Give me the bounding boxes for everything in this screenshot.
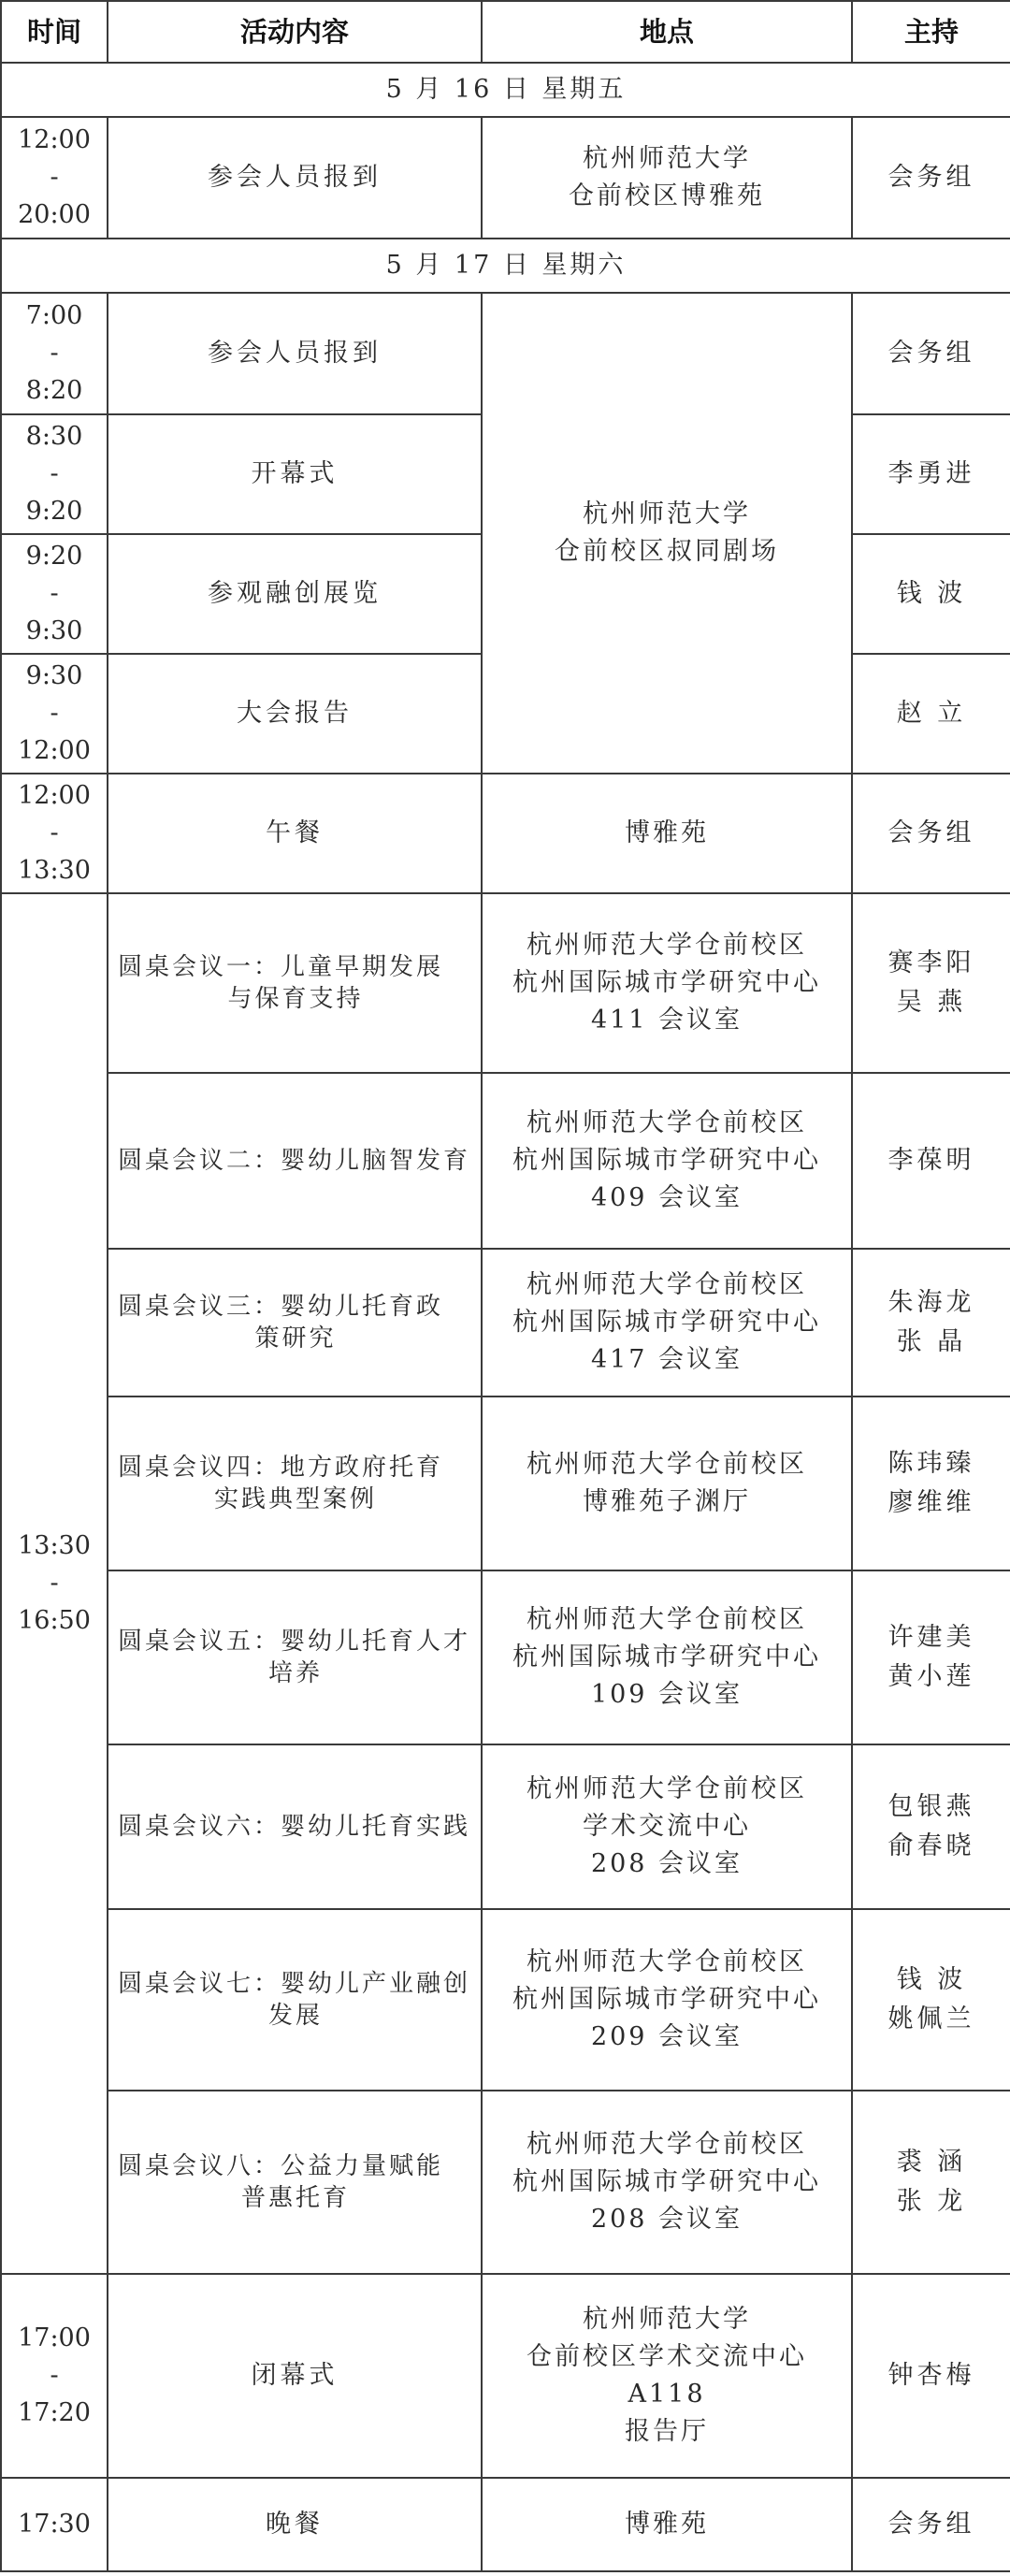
location-cell xyxy=(482,893,852,1073)
activity-cell: 开幕式 xyxy=(108,414,482,534)
time-end: 9:20 xyxy=(25,497,83,526)
location-line: 学术交流中心 xyxy=(583,1812,751,1841)
time-dash: - xyxy=(50,2361,59,2390)
header-row xyxy=(1,1,1010,63)
host-line: 包银燕 xyxy=(887,1792,975,1821)
roundtable-title xyxy=(108,1744,482,1909)
time-cell xyxy=(1,654,108,774)
time-dash: - xyxy=(50,339,59,368)
roundtable-title xyxy=(108,1249,482,1397)
time-end: 20:00 xyxy=(18,200,91,229)
header-location: 地点 xyxy=(482,1,852,63)
roundtable-title-line: 圆桌会议三：婴幼儿托育政 xyxy=(118,1293,444,1321)
host-cell: 会务组 xyxy=(852,2478,1010,2571)
activity-cell: 参会人员报到 xyxy=(108,293,482,414)
location-line: 杭州师范大学仓前校区 xyxy=(527,1270,807,1299)
activity-cell: 晚餐 xyxy=(108,2478,482,2571)
time-dash: - xyxy=(50,818,59,847)
time-dash: - xyxy=(50,699,59,728)
time-cell xyxy=(1,117,108,239)
host-cell: 会务组 xyxy=(852,117,1010,239)
location-cell xyxy=(482,2091,852,2274)
host-line: 钱 波 xyxy=(896,1965,967,1994)
roundtable-title-line: 圆桌会议一：儿童早期发展 xyxy=(118,953,444,981)
host-cell: 会务组 xyxy=(852,293,1010,414)
location-line: 杭州国际城市学研究中心 xyxy=(512,2167,821,2196)
location-line: 杭州师范大学 xyxy=(583,144,751,173)
time-start: 9:20 xyxy=(25,542,83,571)
host-line: 陈玮臻 xyxy=(887,1449,975,1478)
location-cell: 博雅苑 xyxy=(482,774,852,893)
location-line: 仓前校区博雅苑 xyxy=(569,181,765,210)
table-row xyxy=(1,1249,1010,1397)
date-row-day2 xyxy=(1,239,1010,293)
table-row xyxy=(1,2478,1010,2571)
roundtable-title xyxy=(108,2091,482,2274)
time-end: 13:30 xyxy=(18,856,91,885)
location-line: 109 会议室 xyxy=(590,1680,743,1709)
location-line: 杭州国际城市学研究中心 xyxy=(512,968,821,997)
table-row xyxy=(1,1744,1010,1909)
location-cell xyxy=(482,1909,852,2091)
activity-cell: 闭幕式 xyxy=(108,2274,482,2478)
table-row xyxy=(1,774,1010,893)
host-cell: 钟杏梅 xyxy=(852,2274,1010,2478)
roundtable-title-line: 圆桌会议六：婴幼儿托育实践 xyxy=(118,1813,471,1841)
header-time: 时间 xyxy=(1,1,108,63)
time-dash: - xyxy=(50,163,59,192)
roundtable-title-line: 圆桌会议四：地方政府托育 xyxy=(118,1454,444,1482)
location-line: 杭州国际城市学研究中心 xyxy=(512,1643,821,1672)
location-cell xyxy=(482,1073,852,1249)
time-cell xyxy=(1,774,108,893)
location-cell: 博雅苑 xyxy=(482,2478,852,2571)
host-line: 俞春晓 xyxy=(887,1831,975,1860)
table-row xyxy=(1,1073,1010,1249)
date-row-day1 xyxy=(1,63,1010,117)
time-end: 12:00 xyxy=(18,736,91,765)
table-row xyxy=(1,2274,1010,2478)
day2-date: 5 月 17 日 星期六 xyxy=(1,239,1010,293)
time-start: 13:30 xyxy=(18,1531,91,1560)
time-cell xyxy=(1,2274,108,2478)
time-end: 16:50 xyxy=(18,1606,91,1635)
location-line: 杭州师范大学仓前校区 xyxy=(527,2130,807,2159)
host-line: 许建美 xyxy=(887,1623,975,1652)
roundtable-title xyxy=(108,1073,482,1249)
header-host: 主持 xyxy=(852,1,1010,63)
roundtable-title-line: 策研究 xyxy=(254,1324,337,1353)
location-cell xyxy=(482,1397,852,1570)
activity-cell: 大会报告 xyxy=(108,654,482,774)
roundtable-title-line: 圆桌会议五：婴幼儿托育人才 xyxy=(118,1628,471,1656)
time-start: 8:30 xyxy=(25,422,83,451)
host-cell xyxy=(852,893,1010,1073)
time-end: 9:30 xyxy=(25,616,83,645)
location-line: 杭州师范大学仓前校区 xyxy=(527,1774,807,1803)
table-row xyxy=(1,1397,1010,1570)
time-dash: - xyxy=(50,1569,59,1598)
host-cell xyxy=(852,1397,1010,1570)
table-row xyxy=(1,1570,1010,1744)
location-line: 杭州师范大学仓前校区 xyxy=(527,931,807,960)
location-line: 仓前校区叔同剧场 xyxy=(555,537,779,566)
roundtable-title xyxy=(108,1570,482,1744)
host-cell xyxy=(852,1744,1010,1909)
host-line: 赛李阳 xyxy=(887,948,975,977)
time-start: 12:00 xyxy=(18,781,91,810)
location-line: 209 会议室 xyxy=(590,2022,743,2051)
time-end: 8:20 xyxy=(25,376,83,405)
time-start: 17:00 xyxy=(18,2323,91,2352)
host-cell: 钱 波 xyxy=(852,534,1010,654)
roundtable-title-line: 普惠托育 xyxy=(240,2184,350,2212)
roundtable-title xyxy=(108,1397,482,1570)
roundtable-title-line: 圆桌会议八：公益力量赋能 xyxy=(118,2152,444,2180)
location-line: 208 会议室 xyxy=(590,1849,743,1878)
host-cell xyxy=(852,2091,1010,2274)
table-row xyxy=(1,1909,1010,2091)
header-activity: 活动内容 xyxy=(108,1,482,63)
location-cell xyxy=(482,117,852,239)
roundtable-title-line: 与保育支持 xyxy=(227,985,364,1013)
location-cell xyxy=(482,2274,852,2478)
host-line: 张 晶 xyxy=(896,1327,967,1356)
host-cell xyxy=(852,1073,1010,1249)
roundtable-title-line: 实践典型案例 xyxy=(213,1485,377,1513)
time-cell xyxy=(1,534,108,654)
roundtable-title-line: 圆桌会议七：婴幼儿产业融创 xyxy=(118,1970,471,1998)
host-line: 廖维维 xyxy=(887,1488,975,1517)
activity-cell: 午餐 xyxy=(108,774,482,893)
table-row xyxy=(1,2091,1010,2274)
location-line: 417 会议室 xyxy=(590,1345,743,1374)
location-line: 杭州师范大学 xyxy=(583,2305,751,2334)
location-line: 411 会议室 xyxy=(590,1006,743,1035)
host-cell xyxy=(852,1249,1010,1397)
time-cell xyxy=(1,293,108,414)
host-cell xyxy=(852,1909,1010,2091)
location-line: 杭州师范大学 xyxy=(583,499,751,528)
time-start: 9:30 xyxy=(25,661,83,690)
roundtable-title-line: 培养 xyxy=(267,1659,323,1687)
activity-cell: 参会人员报到 xyxy=(108,117,482,239)
time-start: 7:00 xyxy=(25,301,83,330)
location-line: 杭州师范大学仓前校区 xyxy=(527,1450,807,1479)
host-cell xyxy=(852,1570,1010,1744)
host-line: 张 龙 xyxy=(896,2187,967,2216)
day1-date: 5 月 16 日 星期五 xyxy=(1,63,1010,117)
time-cell xyxy=(1,414,108,534)
roundtable-title xyxy=(108,893,482,1073)
location-line: 208 会议室 xyxy=(590,2205,743,2234)
location-cell-shared xyxy=(482,293,852,774)
host-cell: 会务组 xyxy=(852,774,1010,893)
host-cell: 李勇进 xyxy=(852,414,1010,534)
time-dash: - xyxy=(50,459,59,488)
location-line: 博雅苑子渊厅 xyxy=(583,1487,751,1516)
time-dash: - xyxy=(50,579,59,608)
time-start: 12:00 xyxy=(18,125,91,154)
activity-cell: 参观融创展览 xyxy=(108,534,482,654)
time-cell-roundtables xyxy=(1,893,108,2274)
host-line: 裘 涵 xyxy=(896,2148,967,2177)
host-line: 黄小莲 xyxy=(887,1662,975,1691)
location-line: 杭州国际城市学研究中心 xyxy=(512,1308,821,1337)
location-line: 409 会议室 xyxy=(590,1183,743,1212)
host-line: 李葆明 xyxy=(887,1146,975,1175)
location-line: 杭州师范大学仓前校区 xyxy=(527,1947,807,1976)
host-cell: 赵 立 xyxy=(852,654,1010,774)
roundtable-title xyxy=(108,1909,482,2091)
table-row xyxy=(1,893,1010,1073)
location-line: 报告厅 xyxy=(625,2417,709,2446)
location-line: 杭州国际城市学研究中心 xyxy=(512,1146,821,1175)
table-row xyxy=(1,117,1010,239)
location-line: 仓前校区学术交流中心 A118 xyxy=(527,2342,807,2409)
host-line: 吴 燕 xyxy=(896,988,967,1017)
time-cell: 17:30 xyxy=(1,2478,108,2571)
time-end: 17:20 xyxy=(18,2398,91,2427)
roundtable-title-line: 圆桌会议二：婴幼儿脑智发育 xyxy=(118,1147,471,1175)
host-line: 朱海龙 xyxy=(887,1288,975,1317)
location-line: 杭州国际城市学研究中心 xyxy=(512,1985,821,2014)
host-line: 姚佩兰 xyxy=(887,2004,975,2033)
table-row xyxy=(1,293,1010,414)
location-cell xyxy=(482,1570,852,1744)
roundtable-title-line: 发展 xyxy=(267,2002,323,2030)
location-cell xyxy=(482,1744,852,1909)
location-line: 杭州师范大学仓前校区 xyxy=(527,1108,807,1137)
location-line: 杭州师范大学仓前校区 xyxy=(527,1605,807,1634)
location-cell xyxy=(482,1249,852,1397)
